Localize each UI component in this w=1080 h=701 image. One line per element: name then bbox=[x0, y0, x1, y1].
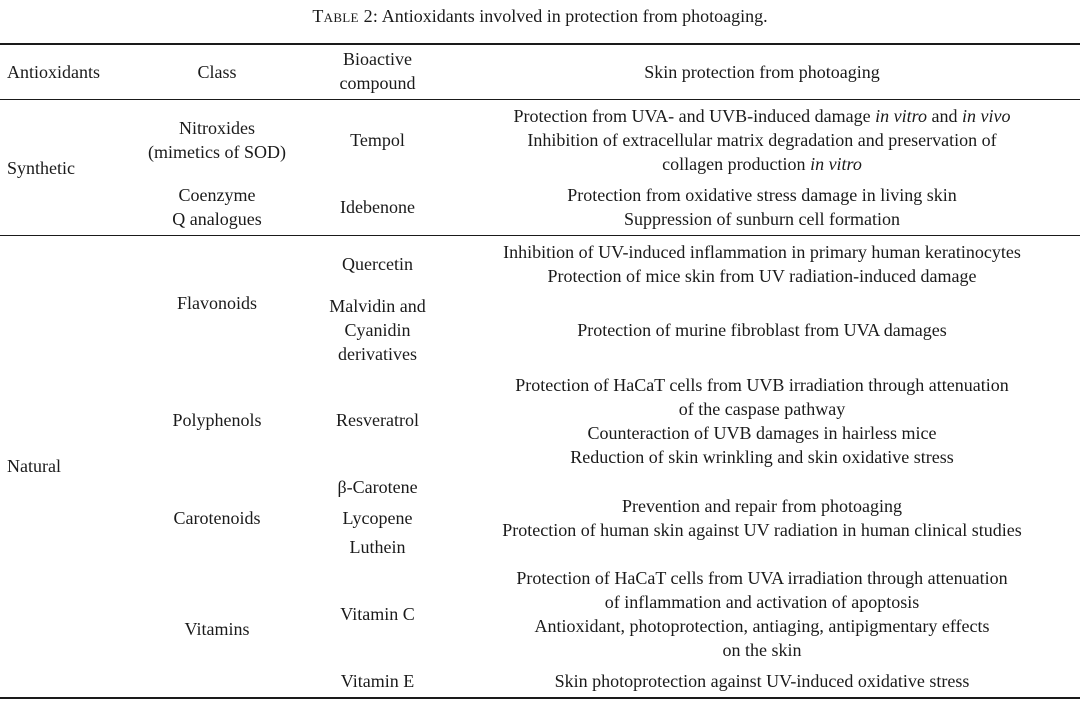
bottom-rule bbox=[0, 697, 1080, 699]
class-coenzyme-line-2: Q analogues bbox=[172, 209, 262, 229]
protection-quercetin-line-1: Inhibition of UV-induced inflammation in primary human keratinocytes bbox=[503, 242, 1021, 262]
class-vitamins: Vitamins bbox=[184, 619, 250, 639]
group-natural: Natural bbox=[7, 456, 61, 476]
table-caption-label: Table 2: bbox=[312, 6, 379, 26]
protection-resveratrol-line-4: Reduction of skin wrinkling and skin oxidative stress bbox=[570, 447, 954, 467]
protection-vitamin-c bbox=[452, 566, 1072, 662]
protection-resveratrol-line-3: Counteraction of UVB damages in hairless mice bbox=[587, 423, 937, 443]
protection-malvidin: Protection of murine fibroblast from UVA damages bbox=[577, 320, 947, 340]
compound-malvidin-line-2: Cyanidin bbox=[344, 320, 411, 340]
protection-vitamin-c-line-1: Protection of HaCaT cells from UVA irradiation through attenuation bbox=[516, 568, 1008, 588]
section-rule bbox=[0, 235, 1080, 236]
class-nitroxides-line-2: (mimetics of SOD) bbox=[148, 142, 286, 162]
protection-tempol-line-1: Protection from UVA- and UVB-induced damage in vitro and in vivo bbox=[513, 106, 1011, 126]
table-caption-text: Antioxidants involved in protection from photoaging. bbox=[381, 6, 768, 26]
compound-resveratrol: Resveratrol bbox=[336, 410, 419, 430]
protection-tempol-line-2: Inhibition of extracellular matrix degradation and preservation of bbox=[527, 130, 997, 150]
protection-vitamin-c-line-2: of inflammation and activation of apoptosis bbox=[604, 592, 920, 612]
protection-vitamin-c-line-3: Antioxidant, photoprotection, antiaging, antipigmentary effects bbox=[534, 616, 990, 636]
header-compound bbox=[305, 47, 450, 95]
class-flavonoids: Flavonoids bbox=[176, 293, 257, 313]
protection-idebenone-line-2: Suppression of sunburn cell formation bbox=[624, 209, 900, 229]
header-class: Class bbox=[197, 62, 237, 82]
class-carotenoids: Carotenoids bbox=[173, 508, 261, 528]
class-polyphenols: Polyphenols bbox=[172, 410, 262, 430]
top-rule bbox=[0, 43, 1080, 45]
compound-malvidin bbox=[305, 294, 450, 366]
protection-resveratrol-line-2: of the caspase pathway bbox=[678, 399, 846, 419]
compound-vitamin-c: Vitamin C bbox=[340, 604, 415, 624]
compound-tempol: Tempol bbox=[350, 130, 405, 150]
compound-vitamin-e: Vitamin E bbox=[340, 671, 415, 691]
compound-luthein: Luthein bbox=[349, 537, 406, 557]
header-antioxidants: Antioxidants bbox=[7, 62, 100, 82]
header-compound-line-1: Bioactive bbox=[343, 49, 412, 69]
protection-idebenone-line-1: Protection from oxidative stress damage in living skin bbox=[567, 185, 957, 205]
compound-beta-carotene: β-Carotene bbox=[337, 477, 418, 497]
header-compound-line-2: compound bbox=[339, 73, 416, 93]
protection-carotenoids bbox=[452, 494, 1072, 542]
protection-vitamin-e: Skin photoprotection against UV-induced oxidative stress bbox=[554, 671, 970, 691]
class-nitroxides bbox=[137, 116, 297, 164]
compound-malvidin-line-1: Malvidin and bbox=[329, 296, 426, 316]
compound-malvidin-line-3: derivatives bbox=[338, 344, 417, 364]
class-coenzyme bbox=[137, 183, 297, 231]
protection-resveratrol-line-1: Protection of HaCaT cells from UVB irradiation through attenuation bbox=[515, 375, 1009, 395]
protection-tempol bbox=[452, 104, 1072, 176]
protection-carotenoids-line-1: Prevention and repair from photoaging bbox=[622, 496, 902, 516]
compound-quercetin: Quercetin bbox=[342, 254, 413, 274]
header-rule bbox=[0, 99, 1080, 100]
protection-idebenone bbox=[452, 183, 1072, 231]
protection-tempol-line-3: collagen production in vitro bbox=[662, 154, 862, 174]
class-coenzyme-line-1: Coenzyme bbox=[178, 185, 256, 205]
protection-vitamin-c-line-4: on the skin bbox=[722, 640, 802, 660]
protection-quercetin-line-2: Protection of mice skin from UV radiation-induced damage bbox=[547, 266, 977, 286]
group-synthetic: Synthetic bbox=[7, 158, 75, 178]
table-caption bbox=[0, 4, 1080, 28]
protection-carotenoids-line-2: Protection of human skin against UV radiation in human clinical studies bbox=[502, 520, 1022, 540]
header-protection: Skin protection from photoaging bbox=[644, 62, 880, 82]
compound-idebenone: Idebenone bbox=[340, 197, 415, 217]
class-nitroxides-line-1: Nitroxides bbox=[179, 118, 255, 138]
protection-resveratrol bbox=[452, 373, 1072, 469]
compound-lycopene: Lycopene bbox=[342, 508, 413, 528]
protection-quercetin bbox=[452, 240, 1072, 288]
